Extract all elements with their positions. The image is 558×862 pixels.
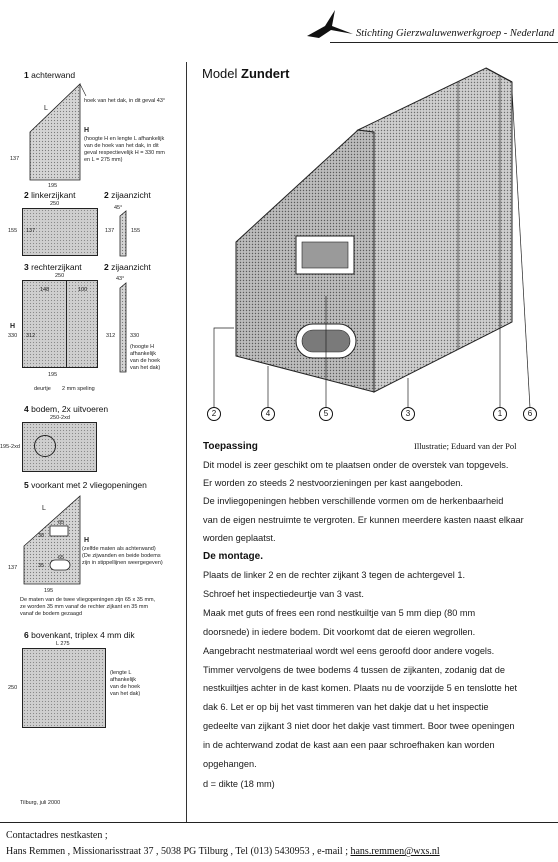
footer-contact-address: Hans Remmen , Missionarisstraat 37 , 5038 PG Tilburg , Tel (013) 5430953 , e-mail ; hans.remmen@wxs.nl: [6, 846, 440, 857]
callout-1: 1: [493, 407, 507, 421]
part1-l-label: L: [44, 105, 48, 112]
montage-line: Schroef het inspectiedeurtje van 3 vast.: [203, 588, 364, 599]
part5-bottom-note-2: ze worden 35 mm vanaf de rechter zijkant en 35 mm: [20, 604, 149, 610]
part3b-note-3: van de hoek: [130, 358, 160, 364]
part5-bottom-note-1: De maten van de twee vliegopeningen zijn 65 x 35 mm,: [20, 597, 156, 603]
montage-line: opgehangen.: [203, 759, 257, 769]
nestbox-illustration: [200, 60, 550, 420]
logo-swift-icon: [305, 6, 355, 42]
montage-line: in de achterwand zodat de kast aan een paar schroefhaken kan worden: [203, 740, 495, 751]
toepassing-line: De invliegopeningen hebben verschillende vormen om de herkenbaarheid: [203, 496, 504, 507]
callout-4: 4: [261, 407, 275, 421]
montage-line: Maak met guts of frees een rond nestkuiltje van 5 mm diep (80 mm: [203, 607, 476, 618]
part5-drawing: [20, 490, 90, 590]
part6-dim-left: 250: [8, 685, 18, 691]
part2-dim-left: 155: [8, 228, 18, 234]
part5-dim-bottom: 195: [44, 588, 54, 594]
part4-dim-left: 195-2xd: [0, 444, 20, 450]
toepassing-line: Dit model is zeer geschikt om te plaatsen onder de overstek van topgevels.: [203, 460, 509, 470]
part2b-title: 2 zijaanzicht: [104, 190, 151, 200]
part4-title: 4 bodem, 2x uitvoeren: [24, 404, 109, 414]
montage-line: Timmer vervolgens de twee bodems 4 tussen de zijkanten, zodanig dat de: [203, 664, 505, 675]
part5-dim-65a: 65: [58, 520, 65, 526]
part1-h-note-1: (hoogte H en lengte L afhankelijk: [84, 136, 165, 142]
part6-dim-top: L 275: [56, 641, 70, 647]
montage-line: Plaats de linker 2 en de rechter zijkant 3 tegen de achtergevel 1.: [203, 570, 466, 580]
footer-contact-label: Contactadres nestkasten ;: [6, 830, 108, 841]
heading-montage: De montage.: [203, 551, 264, 562]
part2b-dim-left: 137: [105, 228, 115, 234]
part5-dim-38: 38: [38, 533, 45, 539]
part6-note-1: (lengte L: [110, 670, 132, 676]
part6-note-4: van het dak): [110, 691, 141, 697]
part1-h-note-3: geval respectievelijk H = 330 mm: [84, 150, 165, 156]
part5-h-note-3: zijn in stippellijnen weergegeven): [82, 560, 163, 566]
part3b-dim-right: 330: [130, 333, 140, 339]
montage-line: nestkuiltjes achter in de kast komen. Plaats nu de voorzijde 5 en tenslotte het: [203, 683, 518, 694]
part5-title: 5 voorkant met 2 vliegopeningen: [24, 480, 147, 490]
part1-title: 1 achterwand: [24, 70, 76, 80]
part3-title: 3 rechterzijkant: [24, 262, 82, 272]
part1-h-note-2: van de hoek van het dak, in dit: [84, 143, 159, 149]
part2-dim-top: 250: [50, 201, 60, 207]
part6-panel: [22, 648, 106, 728]
part3-speling: 2 mm speling: [62, 386, 95, 392]
part3-dim-left: 330: [8, 333, 18, 339]
part1-drawing: [20, 80, 185, 190]
montage-line: gedeelte van zijkant 3 niet door het dakje vast timmert. Boor twee openingen: [203, 721, 515, 732]
part5-h-note-1: (zelfde maten als achterwand): [82, 546, 156, 552]
part4-nest-hollow: [34, 435, 56, 457]
part3b-note-2: afhankelijk: [130, 351, 156, 357]
part5-h-label: H: [84, 537, 90, 544]
part3b-note-4: van het dak): [130, 365, 161, 371]
part2-dim-inner: 137: [26, 228, 36, 234]
part4-dim-top: 250-2xd: [50, 415, 70, 421]
part3b-dim-left: 312: [106, 333, 116, 339]
part3-dim-top: 250: [55, 273, 65, 279]
toepassing-line: Er worden zo steeds 2 nestvoorzieningen per kast aangeboden.: [203, 478, 463, 489]
part1-dim-left: 137: [10, 156, 20, 162]
part3b-drawing: [118, 282, 128, 374]
part5-dim-35: 35: [38, 563, 45, 569]
part3b-note-1: (hoogte H: [130, 344, 155, 350]
callout-5: 5: [319, 407, 333, 421]
part1-dim-bottom: 195: [48, 183, 58, 189]
illustration-credit: Illustratie; Eduard van der Pol: [414, 441, 517, 451]
callout-3: 3: [401, 407, 415, 421]
part3-dim-inner: 312: [26, 333, 36, 339]
part2b-drawing: [118, 210, 128, 258]
footer-email-link[interactable]: hans.remmen@wxs.nl: [350, 846, 440, 857]
toepassing-line: worden geplaatst.: [203, 532, 276, 543]
montage-line: doorsnede) in iedere bodem. Dit voorkomt dat de eieren wegrollen.: [203, 626, 476, 637]
part3-deurtje: deurtje: [34, 386, 51, 392]
part3-dim-a: 148: [40, 287, 50, 293]
date-note: Tilburg, juli 2000: [20, 800, 61, 806]
part6-note-2: afhankelijk: [110, 677, 136, 683]
part2b-dim-right: 155: [131, 228, 141, 234]
header-rule: [330, 42, 558, 43]
model-title: Model Zundert: [202, 66, 290, 81]
part1-h-label: H: [84, 127, 90, 134]
part5-bottom-note-3: vanaf de bodem gezaagd: [20, 611, 83, 617]
footer-rule: [0, 822, 558, 823]
callout-6: 6: [523, 407, 537, 421]
part3b-angle: 43°: [116, 276, 125, 282]
heading-toepassing: Toepassing: [203, 441, 258, 452]
part6-title: 6 bovenkant, triplex 4 mm dik: [24, 630, 135, 640]
column-divider: [186, 62, 187, 822]
part5-dim-left: 137: [8, 565, 18, 571]
part3-h-label: H: [10, 323, 16, 330]
part2-title: 2 linkerzijkant: [24, 190, 76, 200]
part1-angle-note: hoek van het dak, in dit geval 43°: [84, 98, 166, 104]
part5-l-label: L: [42, 505, 46, 512]
part3-dim-b: 100: [78, 287, 88, 293]
toepassing-line: van de eigen nestruimte te vergroten. Er kunnen meerdere kasten naast elkaar: [203, 514, 524, 525]
part3-dim-bottom: 195: [48, 372, 58, 378]
part2b-angle: 45°: [114, 205, 123, 211]
part1-h-note-4: en L = 275 mm): [84, 157, 123, 163]
montage-line: dak 6. Let er op bij het vast timmeren van het dakje dat u het inspectie: [203, 702, 489, 713]
montage-line: Aangebracht nestmateriaal wordt wel eens geroofd door andere vogels.: [203, 645, 495, 656]
part6-note-3: van de hoek: [110, 684, 140, 690]
org-name: Stichting Gierzwaluwenwerkgroep - Nederland: [356, 28, 555, 39]
part3b-title: 2 zijaanzicht: [104, 262, 151, 272]
callout-2: 2: [207, 407, 221, 421]
part3-door-line: [66, 280, 67, 368]
thickness-note: d = dikte (18 mm): [203, 779, 275, 789]
part5-h-note-2: (De zijwanden en beide bodems: [82, 553, 161, 559]
part5-dim-65b: 65: [58, 555, 65, 561]
